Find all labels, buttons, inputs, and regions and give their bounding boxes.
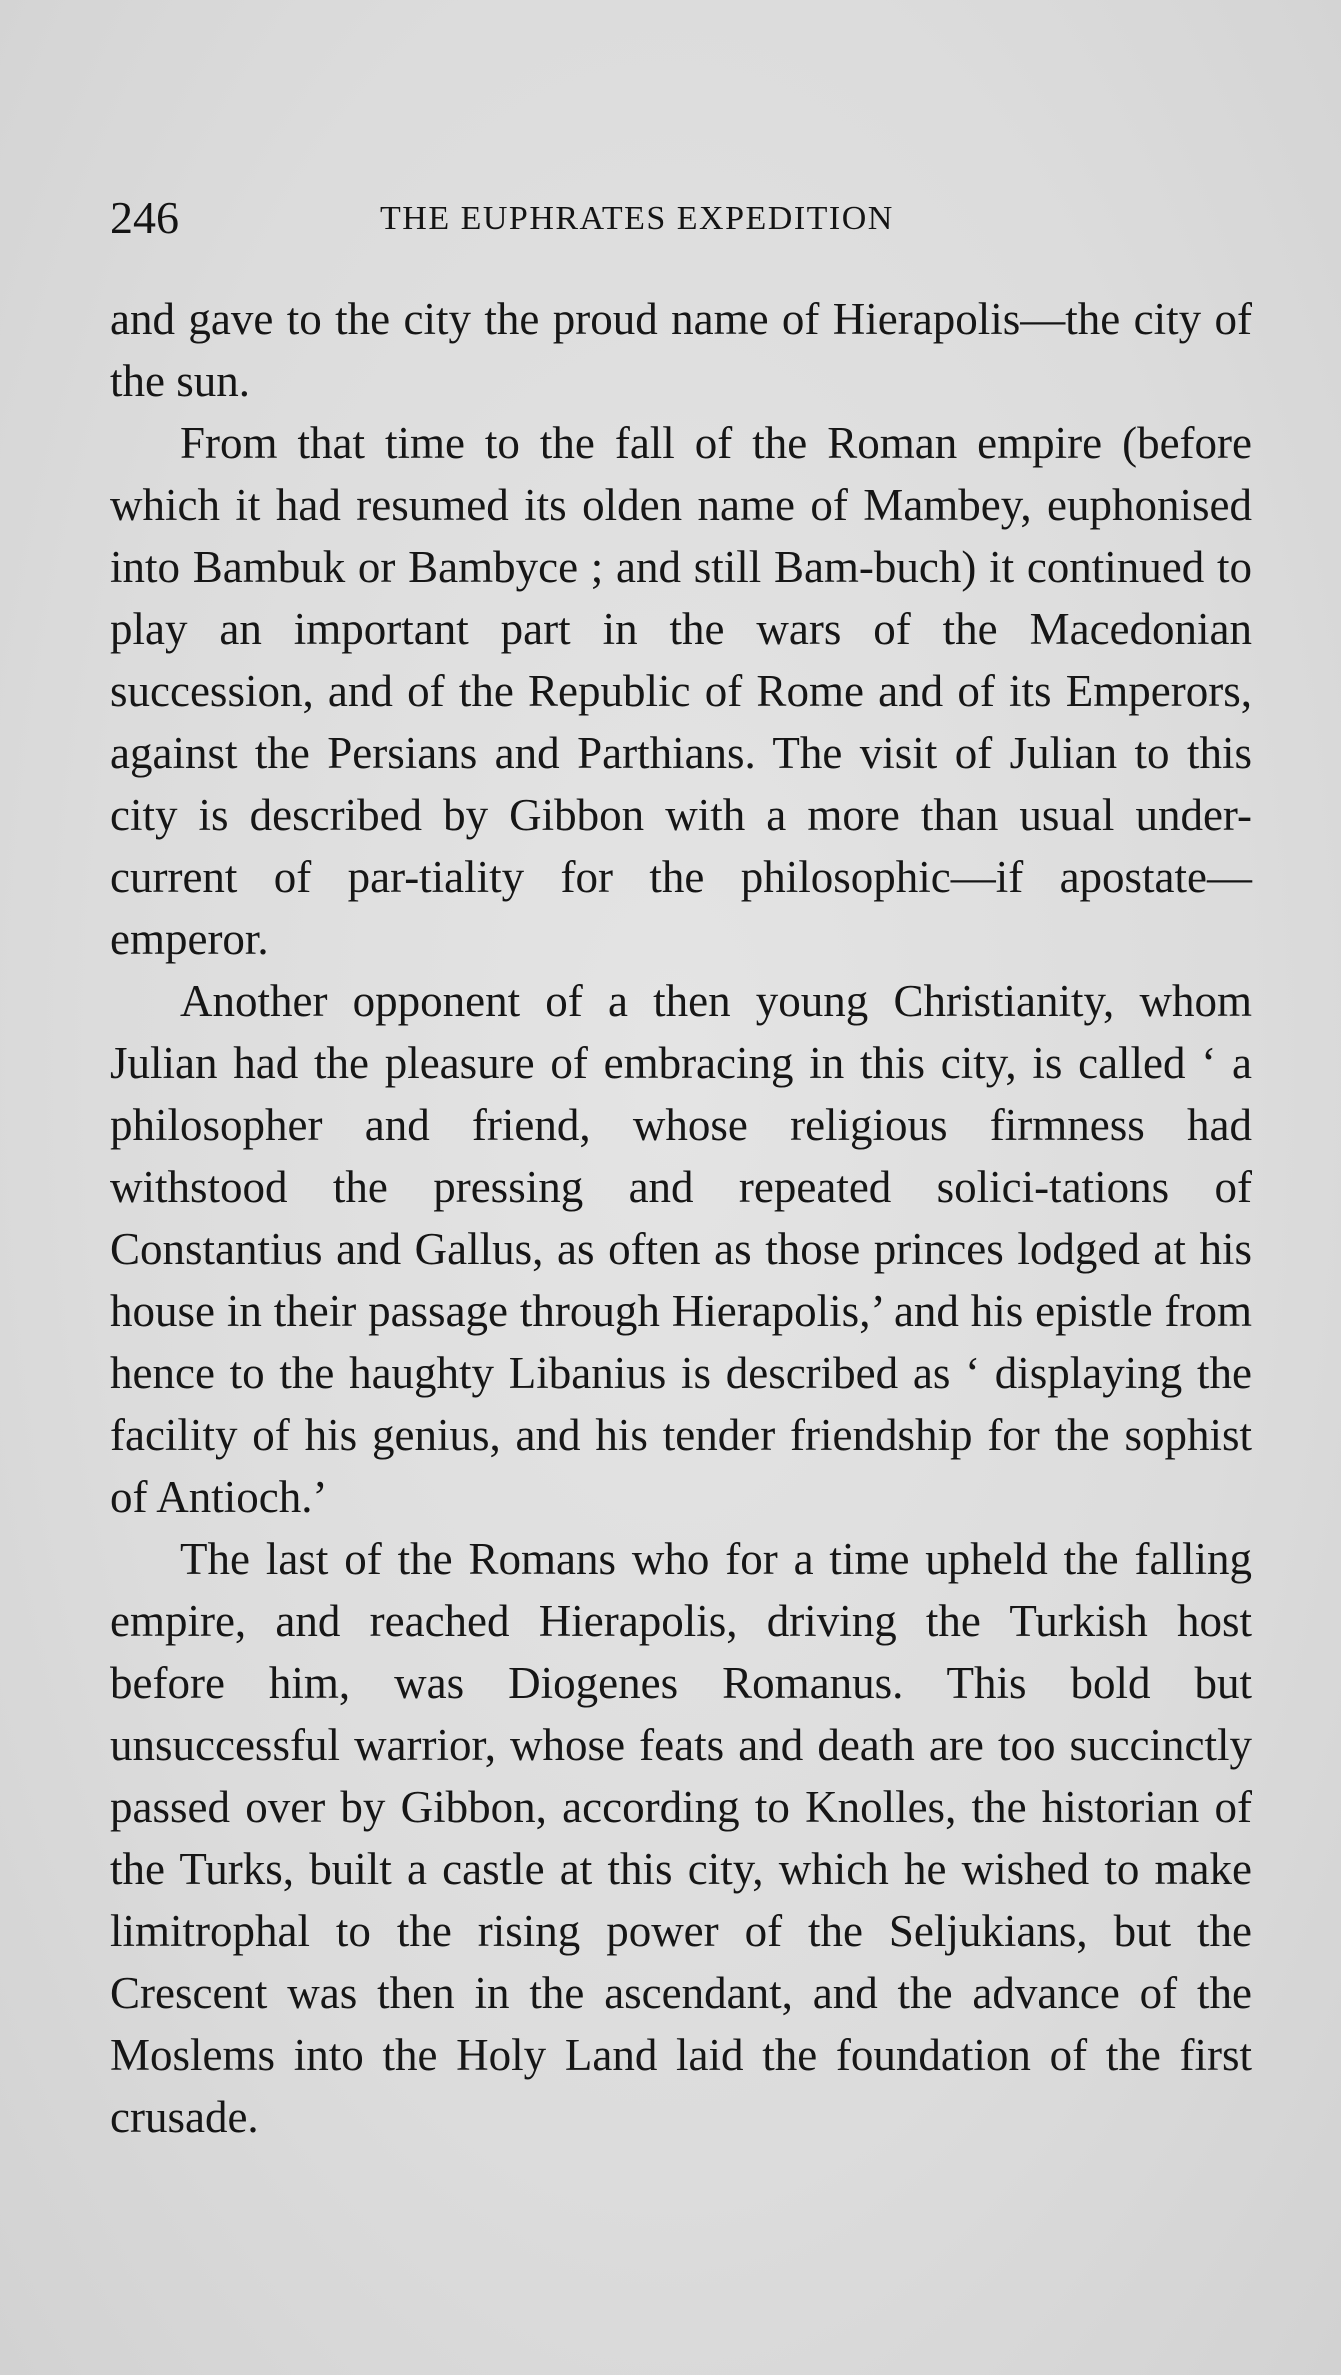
paragraph-continuation: and gave to the city the proud name of Hierapolis—the city of the sun. [110,294,1252,406]
body-text [110,288,1252,2148]
paragraph-another-opponent: Another opponent of a then young Christianity, whom Julian had the pleasure of embracing in this city, is called ‘ a philosopher and friend, whose religious firmness had withstood the pressing and repeated solici-tations of Constantius and Gallus, as often as those princes lodged at his house in their passage through Hierapolis,’ and his epistle from hence to the haughty Libanius is described as ‘ displaying the facility of his genius, and his tender friendship for the sophist of Antioch.’ [110,976,1252,1522]
paragraph-last-of-romans: The last of the Romans who for a time upheld the falling empire, and reached Hierapolis, driving the Turkish host before him, was Diogenes Romanus. This bold but unsuccessful warrior, whose feats and death are too succinctly passed over by Gibbon, according to Knolles, the historian of the Turks, built a castle at this city, which he wished to make limitrophal to the rising power of the Seljukians, but the Crescent was then in the ascendant, and the advance of the Moslems into the Holy Land laid the foundation of the first crusade. [110,1534,1252,2142]
page-number: 246 [110,192,179,243]
running-head: THE EUPHRATES EXPEDITION [380,200,894,237]
paragraph-roman-empire: From that time to the fall of the Roman empire (before which it had resumed its olden name of Mambey, euphonised into Bambuk or Bambyce ; and still Bam-buch) it continued to play an important part in the wars of the Macedonian succession, and of the Republic of Rome and of its Emperors, against the Persians and Parthians. The visit of Julian to this city is described by Gibbon with a more than usual under-current of par-tiality for the philosophic—if apostate—emperor. [110,418,1252,964]
page-header [110,188,1252,248]
